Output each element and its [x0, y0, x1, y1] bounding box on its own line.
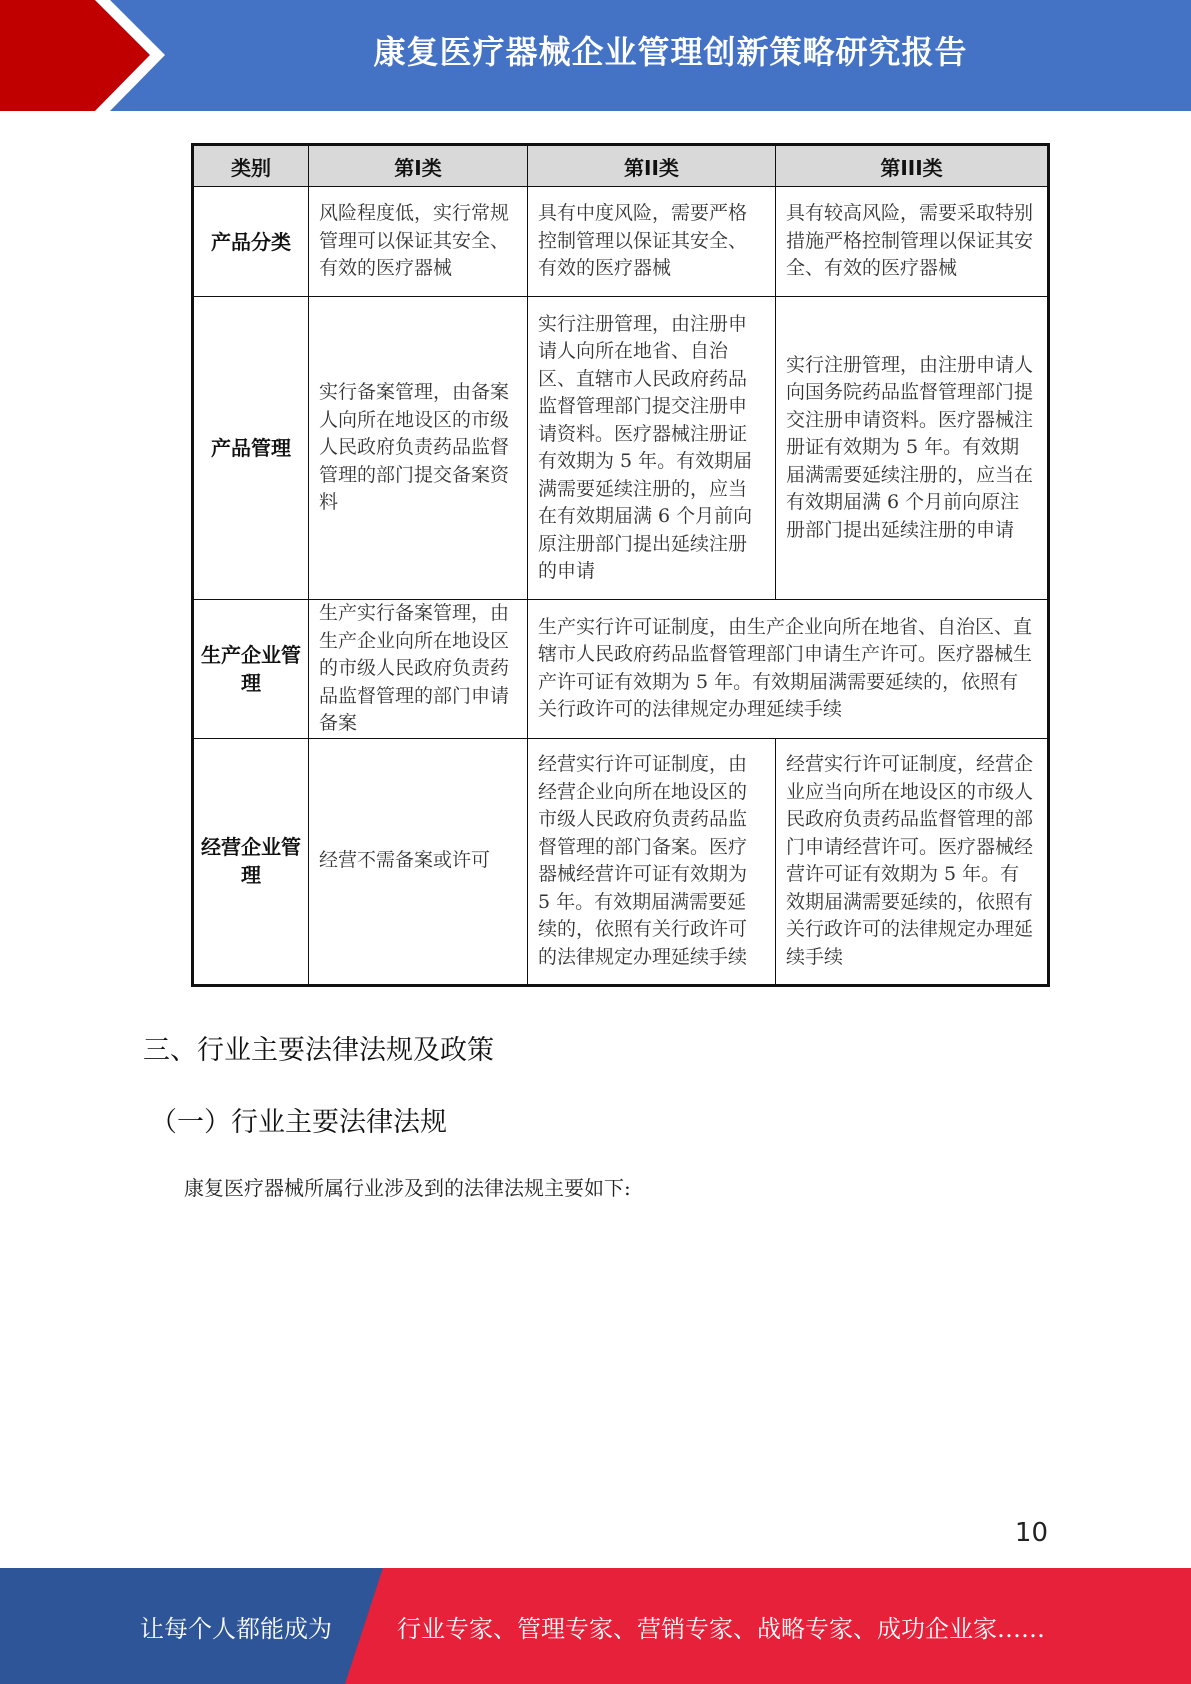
table-cell: 具有中度风险，需要严格控制管理以保证其安全、有效的医疗器械: [528, 187, 776, 297]
table-cell: 具有较高风险，需要采取特别措施严格控制管理以保证其安全、有效的医疗器械: [776, 187, 1049, 297]
footer-slogan-right: 行业专家、管理专家、营销专家、战略专家、成功企业家……: [397, 1614, 1045, 1643]
row-label: 生产企业管理: [193, 600, 309, 739]
table-cell: 经营不需备案或许可: [309, 738, 528, 985]
page-footer: [0, 1568, 1191, 1684]
body-paragraph: 康复医疗器械所属行业涉及到的法律法规主要如下:: [184, 1176, 631, 1200]
column-header: 类别: [193, 145, 309, 187]
table-row: [193, 187, 1049, 297]
table-row: [193, 297, 1049, 600]
table-row: [193, 600, 1049, 739]
table-cell: 实行注册管理，由注册申请人向所在地省、自治区、直辖市人民政府药品监督管理部门提交注册申请资料。医疗器械注册证有效期为 5 年。有效期届满需要延续注册的，应当在有效期届满 6 个月前向原注册部门提出延续注册的申请: [528, 297, 776, 600]
table-cell: 实行备案管理，由备案人向所在地设区的市级人民政府负责药品监督管理的部门提交备案资料: [309, 297, 528, 600]
page-header: [0, 0, 1191, 111]
table-cell-merged: 生产实行许可证制度，由生产企业向所在地省、自治区、直辖市人民政府药品监督管理部门申请生产许可。医疗器械生产许可证有效期为 5 年。有效期届满需要延续的，依照有关行政许可的法律规定办理延续手续: [528, 600, 1049, 739]
table-header-row: [193, 145, 1049, 187]
column-header: 第II类: [528, 145, 776, 187]
table-cell: 实行注册管理，由注册申请人向国务院药品监督管理部门提交注册申请资料。医疗器械注册证有效期为 5 年。有效期届满需要延续注册的，应当在有效期届满 6 个月前向原注册部门提出延续注册的申请: [776, 297, 1049, 600]
table-row: [193, 738, 1049, 985]
device-classification-table: [191, 143, 1050, 987]
footer-slogan-left: 让每个人都能成为: [140, 1614, 332, 1643]
row-label: 产品分类: [193, 187, 309, 297]
row-label: 产品管理: [193, 297, 309, 600]
column-header: 第III类: [776, 145, 1049, 187]
table-cell: 生产实行备案管理，由生产企业向所在地设区的市级人民政府负责药品监督管理的部门申请备案: [309, 600, 528, 739]
page-number: 10: [1014, 1518, 1048, 1548]
table-cell: 经营实行许可证制度，经营企业应当向所在地设区的市级人民政府负责药品监督管理的部门申请经营许可。医疗器械经营许可证有效期为 5 年。有效期届满需要延续的，依照有关行政许可的法律规定办理延续手续: [776, 738, 1049, 985]
column-header: 第I类: [309, 145, 528, 187]
row-label: 经营企业管理: [193, 738, 309, 985]
table-cell: 风险程度低，实行常规管理可以保证其安全、有效的医疗器械: [309, 187, 528, 297]
document-title: 康复医疗器械企业管理创新策略研究报告: [373, 33, 968, 71]
section-heading: 三、行业主要法律法规及政策: [143, 1035, 494, 1066]
subsection-heading: （一）行业主要法律法规: [150, 1107, 447, 1138]
table-cell: 经营实行许可证制度，由经营企业向所在地设区的市级人民政府负责药品监督管理的部门备案。医疗器械经营许可证有效期为 5 年。有效期届满需要延续的，依照有关行政许可的法律规定办理延续手续: [528, 738, 776, 985]
